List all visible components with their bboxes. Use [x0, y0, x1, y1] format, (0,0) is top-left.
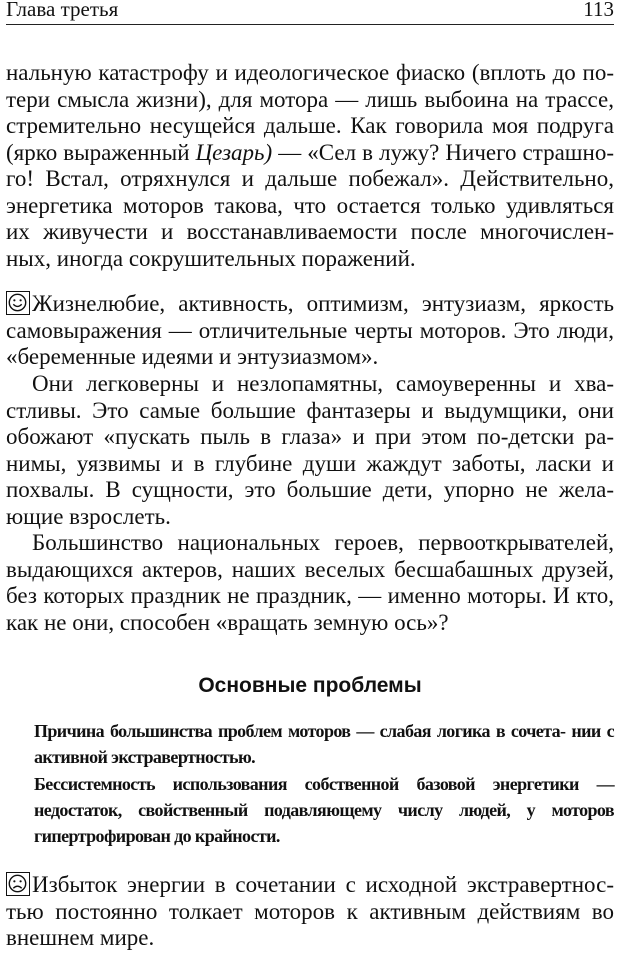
- summary-block-2: [34, 771, 614, 849]
- paragraph-closing: [6, 872, 614, 952]
- text-line: ющие взрослеть.: [6, 503, 171, 529]
- smiling-face-icon: [6, 291, 30, 315]
- section-heading: Основные проблемы: [198, 674, 422, 697]
- sad-face-icon: [6, 872, 30, 896]
- text-line: (ярко выраженный: [6, 139, 196, 165]
- text-line: энергетика моторов такова, что остается только удивляться: [6, 192, 614, 218]
- chapter-title: Глава третья: [6, 0, 119, 21]
- text-line: похвалы. В сущности, это большие дети, упорно не жела-: [6, 477, 614, 502]
- page-number: 113: [583, 0, 614, 21]
- text-line: Они легковерны и незлопамятны, самоуверенны и хва-: [32, 371, 614, 396]
- summary-line: нии с активной экстравертностью.: [34, 721, 614, 767]
- text-line: стливы. Это самые большие фантазеры и выдумщики, они: [6, 397, 614, 423]
- summary-line: гипертрофирован до крайности.: [34, 826, 280, 846]
- text-line: го! Встал, отряхнулся и дальше побежал». Действительно,: [6, 166, 614, 191]
- text-line: «беременные идеями и энтузиазмом».: [6, 344, 379, 369]
- summary-line: Бессистемность использования собственной базовой энергетики —: [34, 774, 614, 794]
- text-line: выдающихся актеров, наших веселых бесшабашных друзей,: [6, 556, 614, 582]
- text-line: ных, иногда сокрушительных поражений.: [6, 245, 416, 271]
- text-line: Большинство национальных героев, первооткрывателей,: [32, 530, 614, 555]
- paragraph-4: [6, 530, 614, 636]
- paragraph-2: [6, 291, 614, 371]
- text-line: внешнем мире.: [6, 925, 155, 950]
- running-head: [6, 0, 614, 25]
- text-line: стремительно несущейся дальше. Как говорила моя подруга: [6, 113, 614, 138]
- text-line: тью постоянно толкает моторов к активным действиям во: [6, 898, 614, 924]
- text-line: — «Сел в лужу? Ничего страшно-: [272, 139, 614, 165]
- text-line: нимы, уязвимы и в глубине души жаждут заботы, ласки и: [6, 450, 614, 476]
- summary-line: Причина большинства проблем моторов — слабая логика в сочета-: [34, 721, 566, 741]
- paragraph-3: [6, 371, 614, 530]
- text-line: нальную катастрофу и идеологическое фиаско (вплоть до по-: [6, 60, 614, 85]
- text-line: их живучести и восстанавливаемости после многочислен-: [6, 219, 614, 244]
- text-line: Жизнелюбие, активность, оптимизм, энтузиазм, яркость: [32, 291, 614, 316]
- text-line: самовыражения — отличительные черты моторов. Это люди,: [6, 317, 614, 343]
- emphasis-text: Цезарь): [195, 139, 273, 165]
- text-line: без которых праздник не праздник, — именно моторы. И кто,: [6, 583, 614, 608]
- text-line: обожают «пускать пыль в глаза» и при этом по-детски ра-: [6, 424, 614, 449]
- summary-line: недостаток, свойственный подавляющему числу людей, у моторов: [34, 800, 614, 820]
- text-line: Избыток энергии в сочетании с исходной экстравертнос-: [32, 872, 614, 897]
- summary-block-1: [34, 718, 614, 770]
- text-line: тери смысла жизни), для мотора — лишь выбоина на трассе,: [6, 86, 614, 112]
- paragraph-1: [6, 60, 614, 272]
- text-line: как не они, способен «вращать земную ось»?: [6, 609, 449, 635]
